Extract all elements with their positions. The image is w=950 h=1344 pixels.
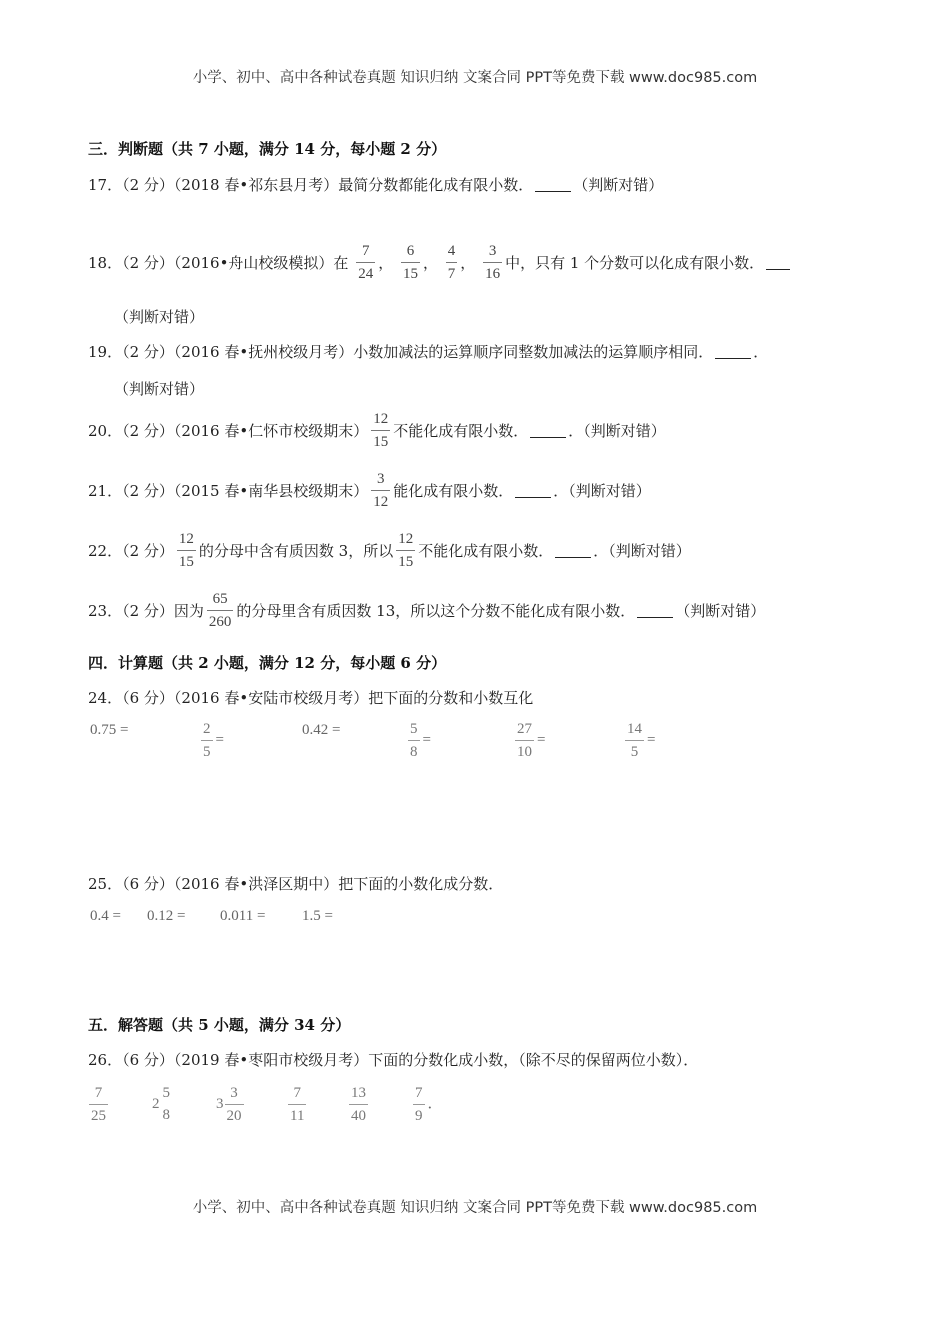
- q22-fraction-1: $\frac{12}{15}$: [178, 531, 194, 570]
- q22-answer-blank[interactable]: [555, 543, 591, 558]
- q25-item-2: 0.12 =: [147, 908, 186, 924]
- q22-lead: 22．（2 分）: [88, 542, 174, 560]
- q18-lead: 18．（2 分）（2016•舟山校级模拟）在: [88, 254, 349, 272]
- q24-item-0.75: 0.75 =: [90, 722, 129, 738]
- q18-fraction-2: $\frac{6}{15}$: [403, 243, 418, 282]
- q18-mid: 中，只有 1 个分数可以化成有限小数．: [505, 254, 765, 272]
- question-18: 18．（2 分）（2016•舟山校级模拟）在 $\frac{7}{24}$ ， $\frac{6}{15}$ ， $\frac{4}{7}$ ， $\frac{3}{16}$ 中，只有 1 个分数可以化成有限小数．: [88, 242, 792, 283]
- question-23: [88, 590, 765, 631]
- q18-fraction-4: $\frac{3}{16}$: [485, 243, 501, 282]
- q23-tail: （判断对错）: [675, 602, 766, 620]
- q19-text: 19．（2 分）（2016 春•抚州校级月考）小数加减法的运算顺序同整数加减法的运算顺序相同．: [88, 343, 714, 361]
- q26-fraction-13-40: $\frac{13}{40}$: [351, 1085, 366, 1124]
- q23-mid: 的分母里含有质因数 13，所以这个分数不能化成有限小数．: [236, 602, 636, 620]
- q18-answer-blank[interactable]: [766, 255, 790, 270]
- q22-mid2: 不能化成有限小数．: [418, 542, 554, 560]
- q25-item-4: 1.5 =: [302, 908, 333, 924]
- page-footer: 小学、初中、高中各种试卷真题 知识归纳 文案合同 PPT等免费下载 www.doc985.com: [192, 1200, 758, 1216]
- q18-tail: （判断对错）: [114, 308, 205, 326]
- q20-lead: 20．（2 分）（2016 春•仁怀市校级期末）: [88, 422, 369, 440]
- question-24: 24．（6 分）（2016 春•安陆市校级月考）把下面的分数和小数互化: [88, 689, 534, 707]
- q26-fraction-7-9: $\frac{7}{9}$ ．: [415, 1085, 443, 1124]
- q26-fraction-7-25: $\frac{7}{25}$: [91, 1085, 106, 1124]
- q24-item-5-8: $\frac{5}{8}$ =: [410, 721, 431, 760]
- q21-answer-blank[interactable]: [515, 483, 551, 498]
- q23-fraction: $\frac{65}{260}$: [208, 591, 232, 630]
- q21-fraction: $\frac{3}{12}$: [373, 471, 389, 510]
- q19-answer-blank[interactable]: [715, 344, 751, 359]
- question-22: [88, 530, 691, 571]
- question-26: 26．（6 分）（2019 春•枣阳市校级月考）下面的分数化成小数，（除不尽的保留两位小数）．: [88, 1051, 699, 1069]
- question-25: 25．（6 分）（2016 春•洪泽区期中）把下面的小数化成分数．: [88, 875, 504, 893]
- q26-fraction-7-11: $\frac{7}{11}$: [290, 1085, 305, 1124]
- q17-answer-blank[interactable]: [535, 177, 571, 192]
- q26-mixed-3-3-20: 3 $\frac{3}{20}$: [216, 1085, 242, 1124]
- q17-text: 17．（2 分）（2018 春•祁东县月考）最简分数都能化成有限小数．: [88, 176, 534, 194]
- q21-tail: ．（判断对错）: [553, 482, 651, 500]
- q23-answer-blank[interactable]: [637, 603, 673, 618]
- section-4-title: 四．计算题（共 2 小题，满分 12 分，每小题 6 分）: [88, 654, 447, 672]
- q20-tail: ．（判断对错）: [568, 422, 666, 440]
- question-20: [88, 410, 666, 451]
- question-21: [88, 470, 651, 511]
- q19-tail: （判断对错）: [114, 380, 205, 398]
- q23-lead: 23．（2 分）因为: [88, 602, 204, 620]
- q22-tail: ．（判断对错）: [593, 542, 691, 560]
- q18-fraction-1: $\frac{7}{24}$: [358, 243, 374, 282]
- q25-item-3: 0.011 =: [220, 908, 266, 924]
- q20-answer-blank[interactable]: [530, 423, 566, 438]
- page-header: 小学、初中、高中各种试卷真题 知识归纳 文案合同 PPT等免费下载 www.doc985.com: [192, 70, 758, 86]
- q18-fraction-3: $\frac{4}{7}$: [447, 243, 456, 282]
- q25-item-1: 0.4 =: [90, 908, 121, 924]
- question-19: 19．（2 分）（2016 春•抚州校级月考）小数加减法的运算顺序同整数加减法的运算顺序相同． ．: [88, 343, 769, 361]
- q21-mid: 能化成有限小数．: [393, 482, 514, 500]
- q24-item-0.42: 0.42 =: [302, 722, 341, 738]
- q22-fraction-2: $\frac{12}{15}$: [398, 531, 414, 570]
- q24-item-2-5: $\frac{2}{5}$ =: [203, 721, 224, 760]
- q21-lead: 21．（2 分）（2015 春•南华县校级期末）: [88, 482, 369, 500]
- q24-item-27-10: $\frac{27}{10}$ =: [517, 721, 546, 760]
- section-5-title: 五．解答题（共 5 小题，满分 34 分）: [88, 1016, 351, 1034]
- question-17: [88, 174, 663, 195]
- q22-mid: 的分母中含有质因数 3，所以: [198, 542, 394, 560]
- section-3-title: 三．判断题（共 7 小题，满分 14 分，每小题 2 分）: [88, 140, 447, 158]
- q20-fraction: $\frac{12}{15}$: [373, 411, 389, 450]
- q24-item-14-5: $\frac{14}{5}$ =: [627, 721, 656, 760]
- q17-tail: （判断对错）: [573, 176, 664, 194]
- q20-mid: 不能化成有限小数．: [393, 422, 529, 440]
- q26-mixed-2-5-8: 2 5 8: [152, 1085, 170, 1123]
